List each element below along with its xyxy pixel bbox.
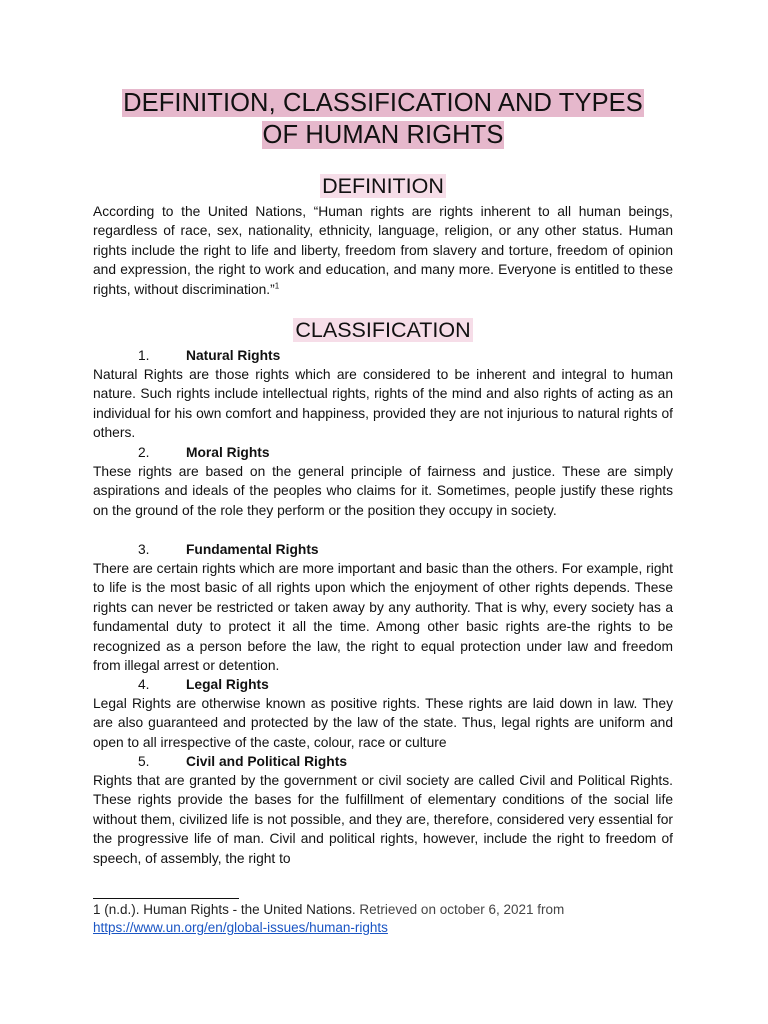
- classification-item-text: Natural Rights are those rights which are considered to be inherent and integral to human nature. Such rights include intellectual rights, rights of the mind and also rights of acting as an individual for his own comfort and happiness, provided they are not injurious to natural rights of others.: [93, 367, 673, 441]
- title-line-1: DEFINITION, CLASSIFICATION AND TYPES: [123, 89, 643, 117]
- classification-item-text: Rights that are granted by the government or civil society are called Civil and Political Rights. These rights provide the bases for the fulfillment of elementary conditions of the social life without them, civilized life is not possible, and they are, therefore, considered very essential for the progressive life of man. Civil and political rights, however, include the right to freedom of speech, of assembly, the right to: [93, 773, 673, 866]
- document-title: [93, 87, 673, 151]
- classification-item-heading: [93, 443, 673, 462]
- classification-item-text: There are certain rights which are more important and basic than the others. For example, right to life is the most basic of all rights upon which the enjoyment of other rights depends. These rights can never be restricted or taken away by any authority. That is why, every society has a fundamental duty to protect it all the time. Among other basic rights are-the rights to be recognized as a person before the law, the right to equal protection under law and freedom from illegal arrest or detention.: [93, 561, 673, 674]
- classification-item-text: These rights are based on the general principle of fairness and justice. These are simply aspirations and ideals of the peoples who claims for it. Sometimes, people justify these rights on the ground of the role they perform or the position they occupy in society.: [93, 464, 673, 518]
- footnote-ref[interactable]: 1: [274, 281, 280, 291]
- title-line-2: OF HUMAN RIGHTS: [262, 121, 504, 149]
- item-number: 1.: [138, 348, 150, 363]
- item-number: 5.: [138, 754, 150, 769]
- classification-item-heading: [93, 346, 673, 365]
- footnote-retrieved: Retrieved on october 6, 2021 from: [359, 902, 565, 917]
- item-label: Fundamental Rights: [186, 542, 319, 557]
- item-number: 3.: [138, 542, 150, 557]
- definition-text: According to the United Nations, “Human rights are rights inherent to all human beings, regardless of race, sex, nationality, ethnicity, language, religion, or any other status. Human rights include the right to life and liberty, freedom from slavery and torture, freedom of opinion and expression, the right to work and education, and many more. Everyone is entitled to these rights, without discrimination.”: [93, 204, 673, 297]
- item-label: Moral Rights: [186, 445, 270, 460]
- footnote-separator: [93, 898, 239, 899]
- definition-heading: DEFINITION: [322, 174, 444, 198]
- footnote: [93, 901, 673, 937]
- footnote-link[interactable]: https://www.un.org/en/global-issues/human-rights: [93, 920, 388, 935]
- item-label: Civil and Political Rights: [186, 754, 347, 769]
- classification-item-heading: [93, 540, 673, 559]
- item-label: Natural Rights: [186, 348, 281, 363]
- item-number: 2.: [138, 445, 150, 460]
- classification-item-heading: [93, 752, 673, 771]
- item-number: 4.: [138, 677, 150, 692]
- footnote-source: (n.d.). Human Rights - the United Nations.: [104, 902, 356, 917]
- footnote-number: 1: [93, 902, 101, 917]
- item-label: Legal Rights: [186, 677, 269, 692]
- classification-heading: CLASSIFICATION: [295, 318, 471, 342]
- classification-item-heading: [93, 675, 673, 694]
- classification-item-text: Legal Rights are otherwise known as positive rights. These rights are laid down in law. They are also guaranteed and protected by the law of the state. Thus, legal rights are uniform and open to all irrespective of the caste, colour, race or culture: [93, 696, 673, 750]
- definition-paragraph: [93, 202, 673, 299]
